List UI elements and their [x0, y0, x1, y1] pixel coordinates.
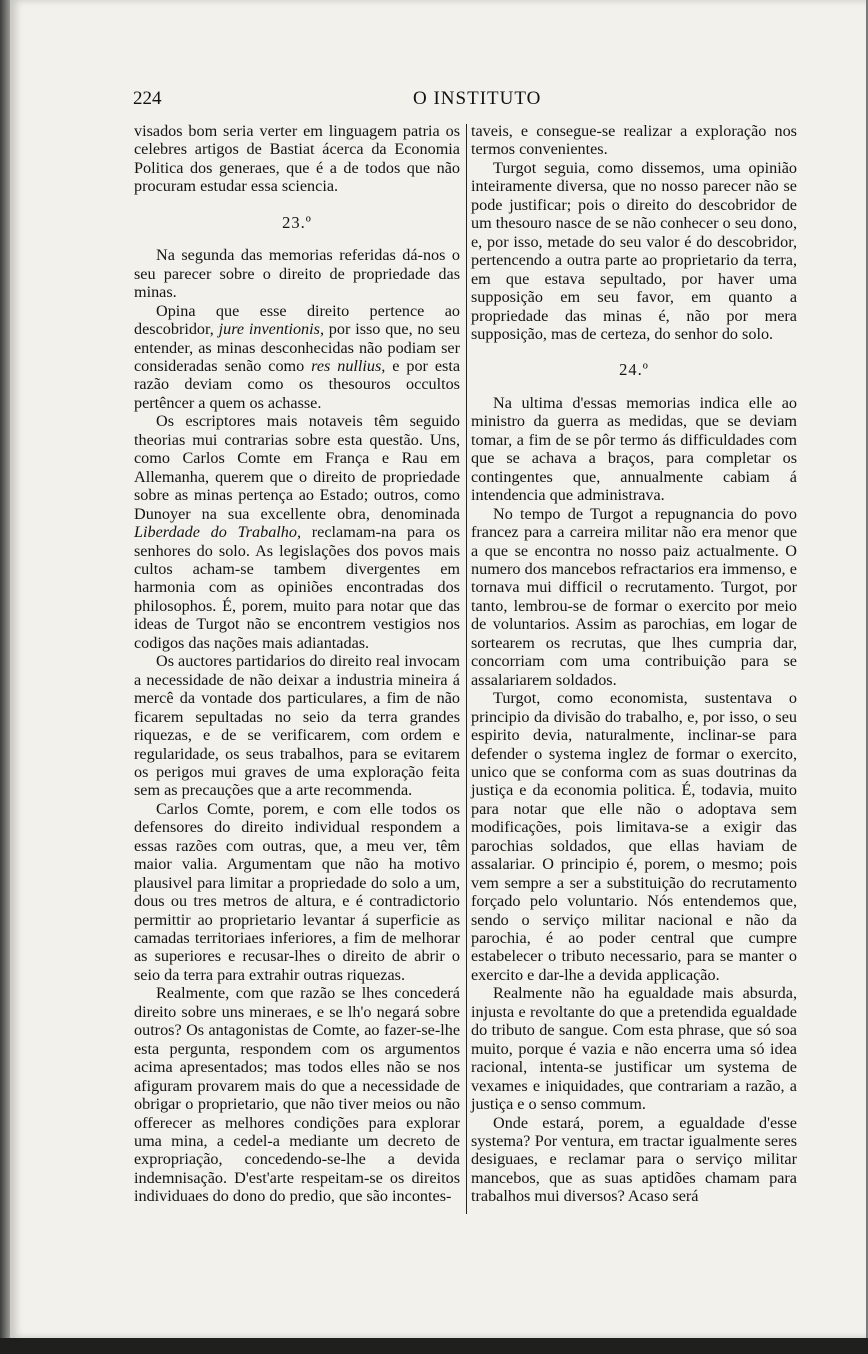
running-title: O INSTITUTO — [413, 88, 542, 109]
paragraph: Turgot seguia, como dissemos, uma opinião inteiramente diversa, que no nosso parecer não se pode justificar; pois o direito do descobridor de um thesouro nasce de se não conhecer o seu dono, e, por isso, metade do seu valor é do descobridor, pertencendo a outra parte ao proprietario da terra, em que estava sepultado, por haver uma supposição em seu favor, em quanto a propriedade das minas é, não por mera supposição, mas de certeza, do senhor do solo. — [471, 158, 797, 343]
italic-text: jure inventionis, — [218, 320, 324, 339]
paragraph: Realmente, com que razão se lhes concederá direito sobre uns mineraes, e se lh'o negará sobre outros? Os antagonistas de Comte, ao fazer-se-lhe esta pergunta, respondem com os argumentos acima apresentados; mas todos elles não se nos afiguram provarem mais do que a necessidade de obrigar o proprietario, que não tiver meios ou não offerecer as melhores condições para explorar uma mina, a cedel-a mediante um decreto de expropriação, concedendo-se-lhe a devida indemnisação. D'est'arte respeitam-se os direitos individuaes do dono do predio, que são incontes- — [134, 984, 460, 1206]
paragraph: Carlos Comte, porem, e com elle todos os defensores do direito individual respondem a essas razões com outras, que, a meu ver, têm maior valia. Argumentam que não ha motivo plausivel para limitar a propriedade do solo a um, dous ou tres metros de altura, e é contradictorio permittir ao proprietario levantar á superficie as camadas territoriaes inferiores, a fim de melhorar as superiores e recusar-lhes o direito de abrir o seio da terra para extrahir outras riquezas. — [134, 799, 460, 984]
paragraph-text: Opina que esse direito pertence ao descobridor, — [134, 301, 460, 339]
paragraph-text: por isso que, no seu entender, as minas desconhecidas não podiam ser consideradas senão como — [134, 320, 460, 375]
section-heading: 23.º — [282, 212, 312, 232]
paragraph-text: Os escriptores mais notaveis têm seguido theorias mui contrarias sobre esta questão. Uns, como Carlos Comte em França e Rau em Allemanha, querem que o direito de propriedade sobre as minas pertença ao Estado; outros, como Dunoyer na sua excellente obra, denominada — [134, 412, 460, 523]
paragraph: visados bom seria verter em linguagem patria os celebres artigos de Bastiat ácerca da Economia Politica dos generaes, que é a de todos que não procuram estudar essa sciencia. — [134, 122, 460, 196]
book-gutter-edge — [0, 0, 10, 1354]
paragraph: Turgot, como economista, sustentava o principio da divisão do trabalho, e, por isso, o seu espirito devia, naturalmente, inclinar-se para defender o systema inglez de formar o exercito, unico que se conforma com as suas doutrinas da justiça e da economia politica. É, todavia, muito para notar que elle não o adoptava sem modificações, pois limitava-se a exigir das parochias soldados, que ellas haviam de assalariar. O principio é, porem, o mesmo; pois vem sempre a ser a substituição do recrutamento forçado pelo voluntario. Nós entendemos que, sendo o serviço militar nacional e não da parochia, é ao poder central que cumpre estabelecer o tributo necessario, para se manter o exercito e dar-lhe a devida applicação. — [471, 689, 797, 984]
paragraph: Na segunda das memorias referidas dá-nos o seu parecer sobre o direito de propriedade das minas. — [134, 246, 460, 302]
paragraph: Na ultima d'essas memorias indica elle ao ministro da guerra as medidas, que se deviam tomar, a fim de se pôr termo ás difficuldades com que se achava a braços, para completar os contingentes que, annualmente cabiam á intendencia que administrava. — [471, 393, 797, 505]
page-number: 224 — [133, 88, 162, 109]
paragraph: No tempo de Turgot a repugnancia do povo francez para a carreira militar não era menor que a que se encontra no nosso paiz actualmente. O numero dos mancebos refractarios era immenso, e tornava mui difficil o recrutamento. Turgot, por tanto, lembrou-se de formar o exercito por meio de voluntarios. Assim as parochias, em logar de sortearem os recrutas, que lhes cumpria dar, concorriam com uma contribuição para se assalariarem soldados. — [471, 504, 797, 689]
paragraph — [134, 412, 460, 652]
page-header — [133, 88, 809, 112]
scan-bottom-edge — [0, 1338, 868, 1354]
paragraph: Os auctores partidarios do direito real invocam a necessidade de não deixar a industria mineira á mercê da vontade dos particulares, a fim de não ficarem sepultadas no seio da terra grandes riquezas, e de se verificarem, com ordem e regularidade, os seus trabalhos, para se evitarem os perigos mui graves de uma exploração feita sem as precauções que a arte recommenda. — [134, 652, 460, 800]
column-divider — [466, 124, 467, 1214]
paragraph — [134, 302, 460, 413]
paragraph: taveis, e consegue-se realizar a exploração nos termos convenientes. — [471, 122, 797, 159]
section-heading: 24.º — [619, 360, 649, 380]
paragraph-text: e por esta razão deviam como os thesouros occultos pertêncer a quem os achasse. — [134, 356, 461, 412]
paragraph: Onde estará, porem, a egualdade d'esse systema? Por ventura, em tractar igualmente seres desiguaes, e reclamar para o serviço militar mancebos, que as suas aptidões chamam para trabalhos mui diversos? Acaso será — [471, 1113, 797, 1206]
left-column — [134, 122, 460, 1206]
italic-text: res nullius, — [311, 356, 386, 375]
paragraph-text: reclamam-na para os senhores do solo. As legislações dos povos mais cultos acham-se tambem divergentes em harmonia com as opiniões encontradas dos philosophos. É, porem, muito para notar que das ideas de Turgot não se encontrem vestigios nos codigos das nações mais adiantadas. — [134, 523, 460, 652]
italic-text: Liberdade do Trabalho, — [134, 523, 302, 542]
right-column — [471, 122, 797, 1206]
paragraph: Realmente não ha egualdade mais absurda, injusta e revoltante do que a pretendida egualdade do tributo de sangue. Com esta phrase, que só soa muito, porque é vazia e não encerra uma só idea racional, intenta-se justificar um systema de vexames e iniquidades, que contrariam a razão, a justiça e o senso commum. — [471, 984, 797, 1114]
